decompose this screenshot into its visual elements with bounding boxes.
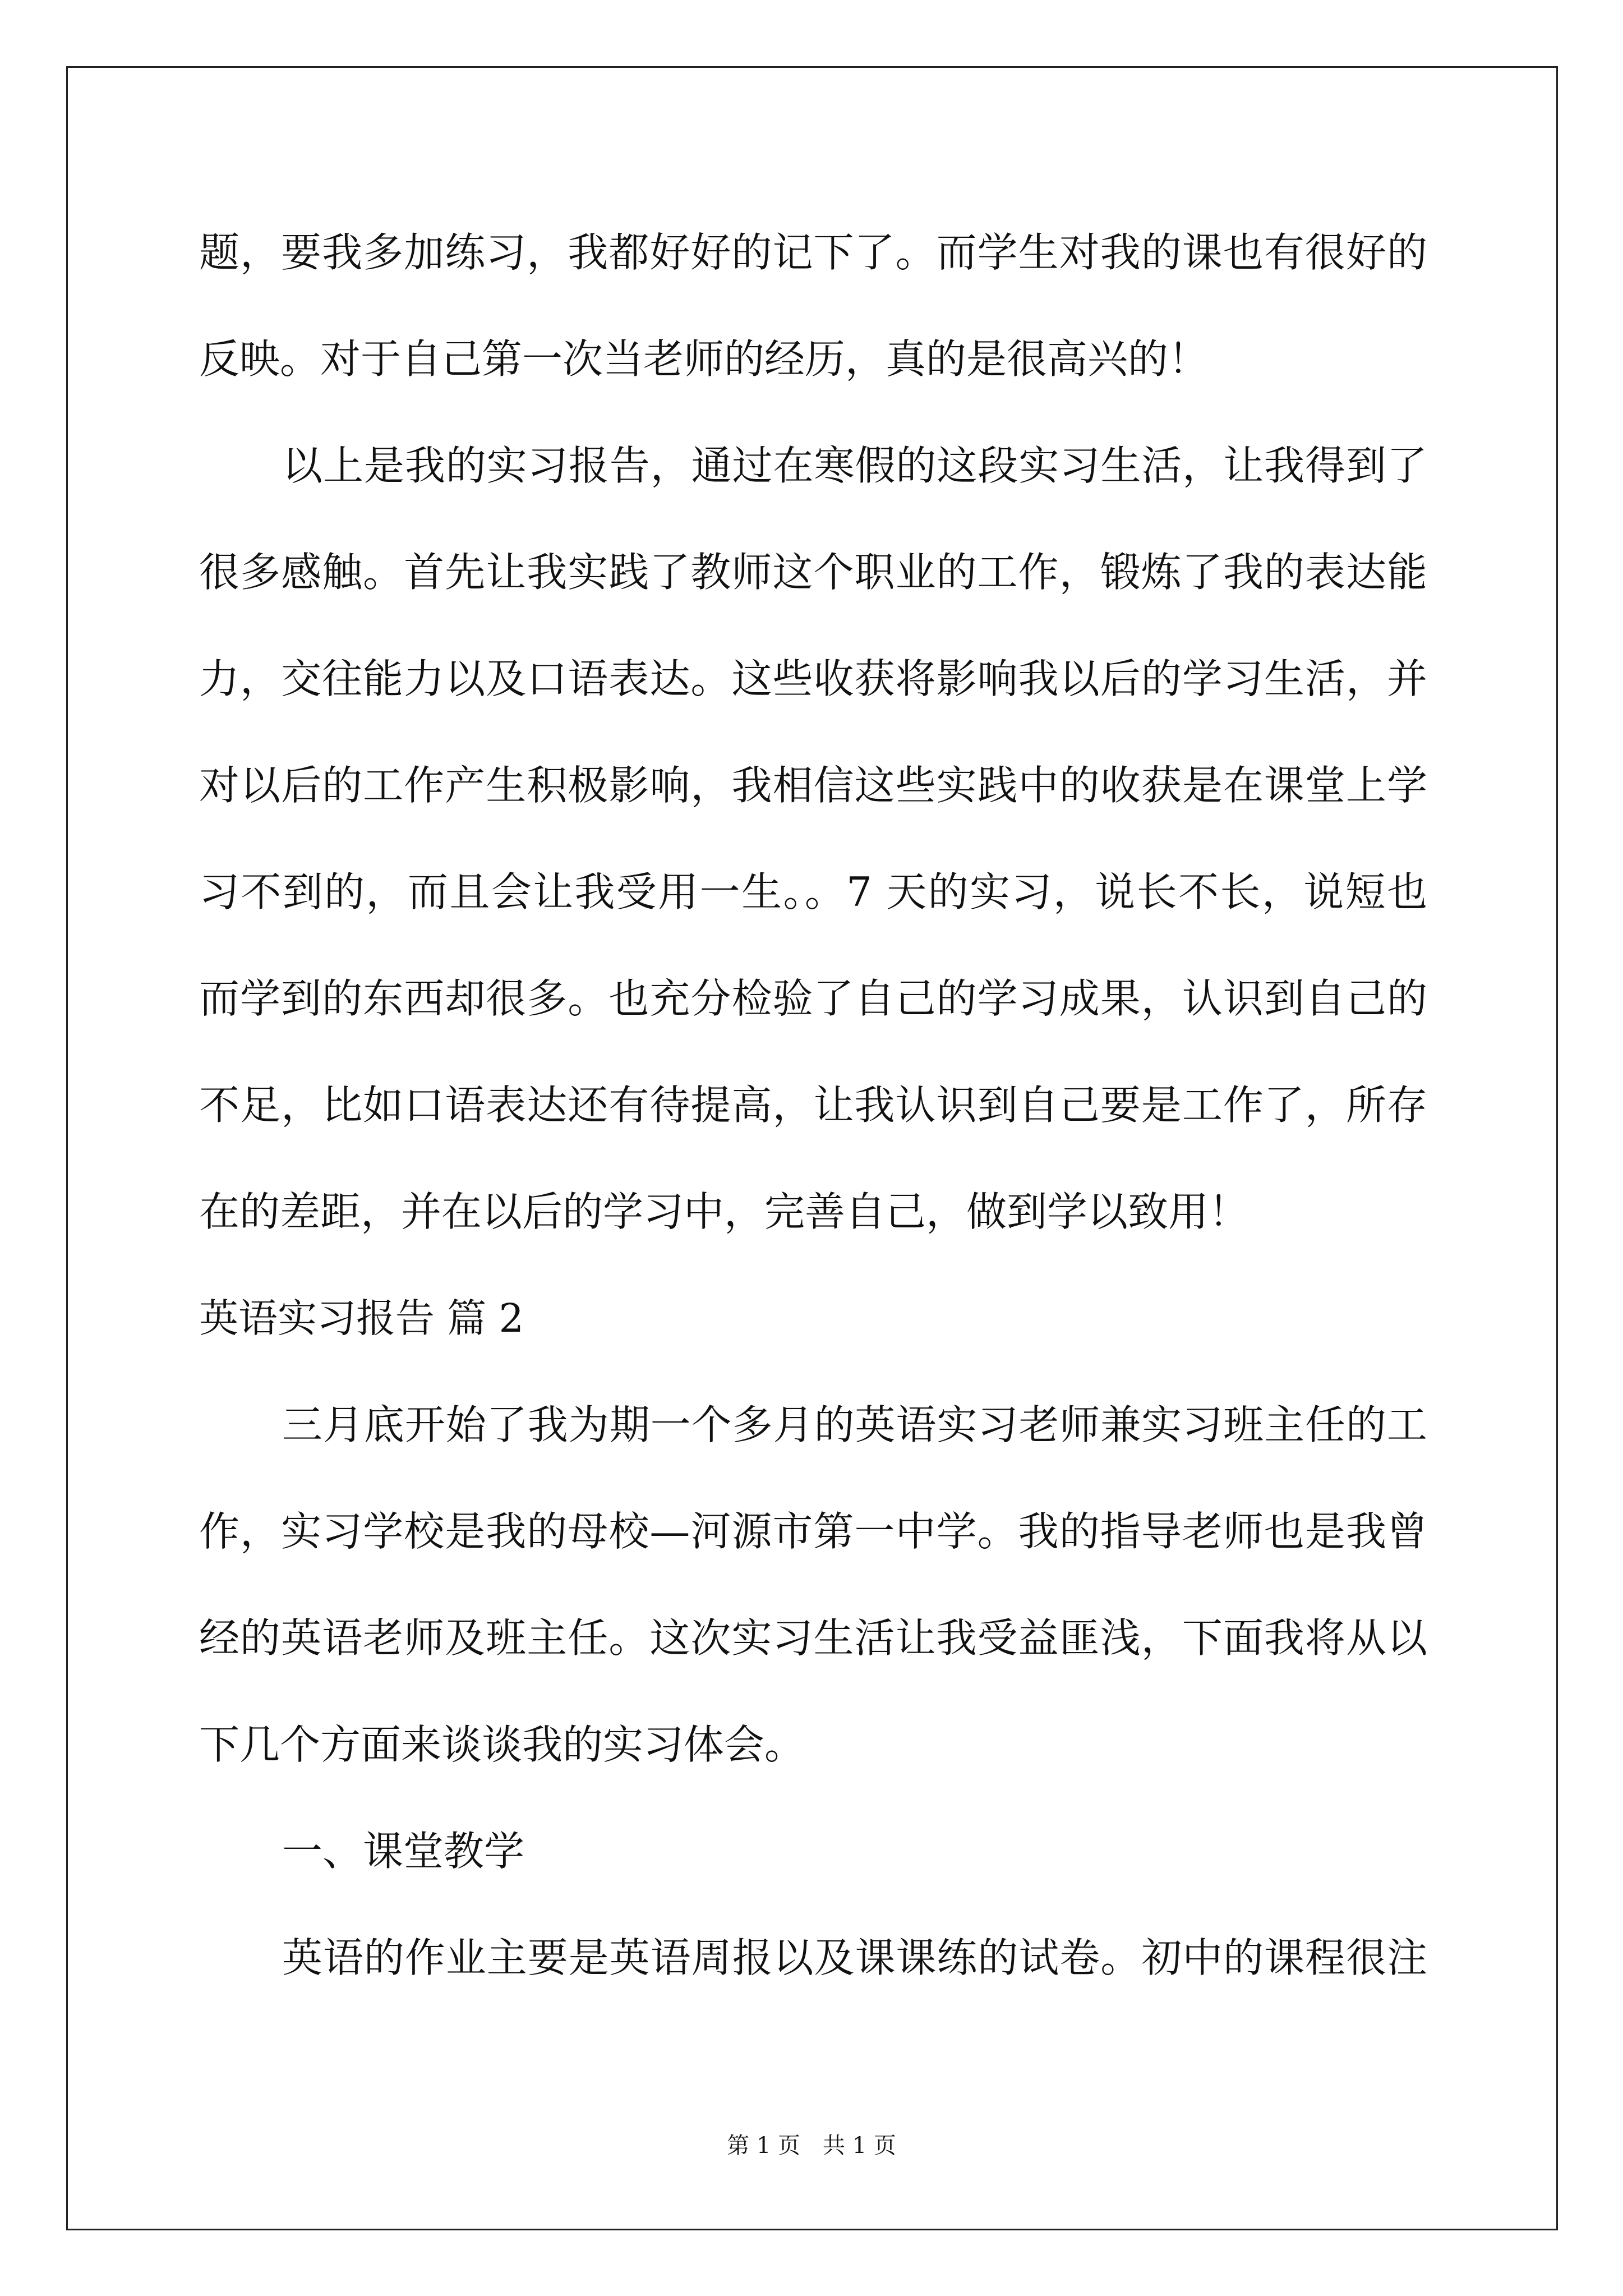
paragraph-line: 三月底开始了我为期一个多月的英语实习老师兼实习班主任的工 <box>282 1401 1427 1448</box>
subsection-heading: 一、课堂教学 <box>282 1828 525 1875</box>
paragraph-line: 题，要我多加练习，我都好好的记下了。而学生对我的课也有很好的 <box>199 229 1427 276</box>
paragraph-line: 经的英语老师及班主任。这次实习生活让我受益匪浅，下面我将从以 <box>199 1614 1427 1662</box>
paragraph-line: 不足，比如口语表达还有待提高，让我认识到自己要是工作了，所存 <box>199 1082 1427 1129</box>
paragraph-line: 作，实习学校是我的母校—河源市第一中学。我的指导老师也是我曾 <box>199 1508 1427 1555</box>
paragraph-line: 下几个方面来谈谈我的实习体会。 <box>199 1721 805 1768</box>
section-heading: 英语实习报告 篇 2 <box>199 1295 524 1341</box>
paragraph-line: 英语的作业主要是英语周报以及课课练的试卷。初中的课程很注 <box>282 1934 1427 1981</box>
document-body <box>199 199 1427 2011</box>
paragraph-line: 对以后的工作产生积极影响，我相信这些实践中的收获是在课堂上学 <box>199 762 1427 809</box>
paragraph-line: 在的差距，并在以后的学习中，完善自己，做到学以致用！ <box>199 1188 1249 1235</box>
page-footer: 第 1 页 共 1 页 <box>727 2133 896 2159</box>
paragraph-line: 而学到的东西却很多。也充分检验了自己的学习成果，认识到自己的 <box>199 975 1427 1022</box>
paragraph-line: 以上是我的实习报告，通过在寒假的这段实习生活，让我得到了 <box>282 442 1427 489</box>
paragraph-line: 习不到的，而且会让我受用一生。。7 天的实习，说长不长，说短也 <box>199 868 1427 915</box>
paragraph-line: 反映。对于自己第一次当老师的经历，真的是很高兴的！ <box>199 335 1209 383</box>
paragraph-line: 很多感触。首先让我实践了教师这个职业的工作，锻炼了我的表达能 <box>199 549 1427 596</box>
paragraph-line: 力，交往能力以及口语表达。这些收获将影响我以后的学习生活，并 <box>199 655 1427 702</box>
